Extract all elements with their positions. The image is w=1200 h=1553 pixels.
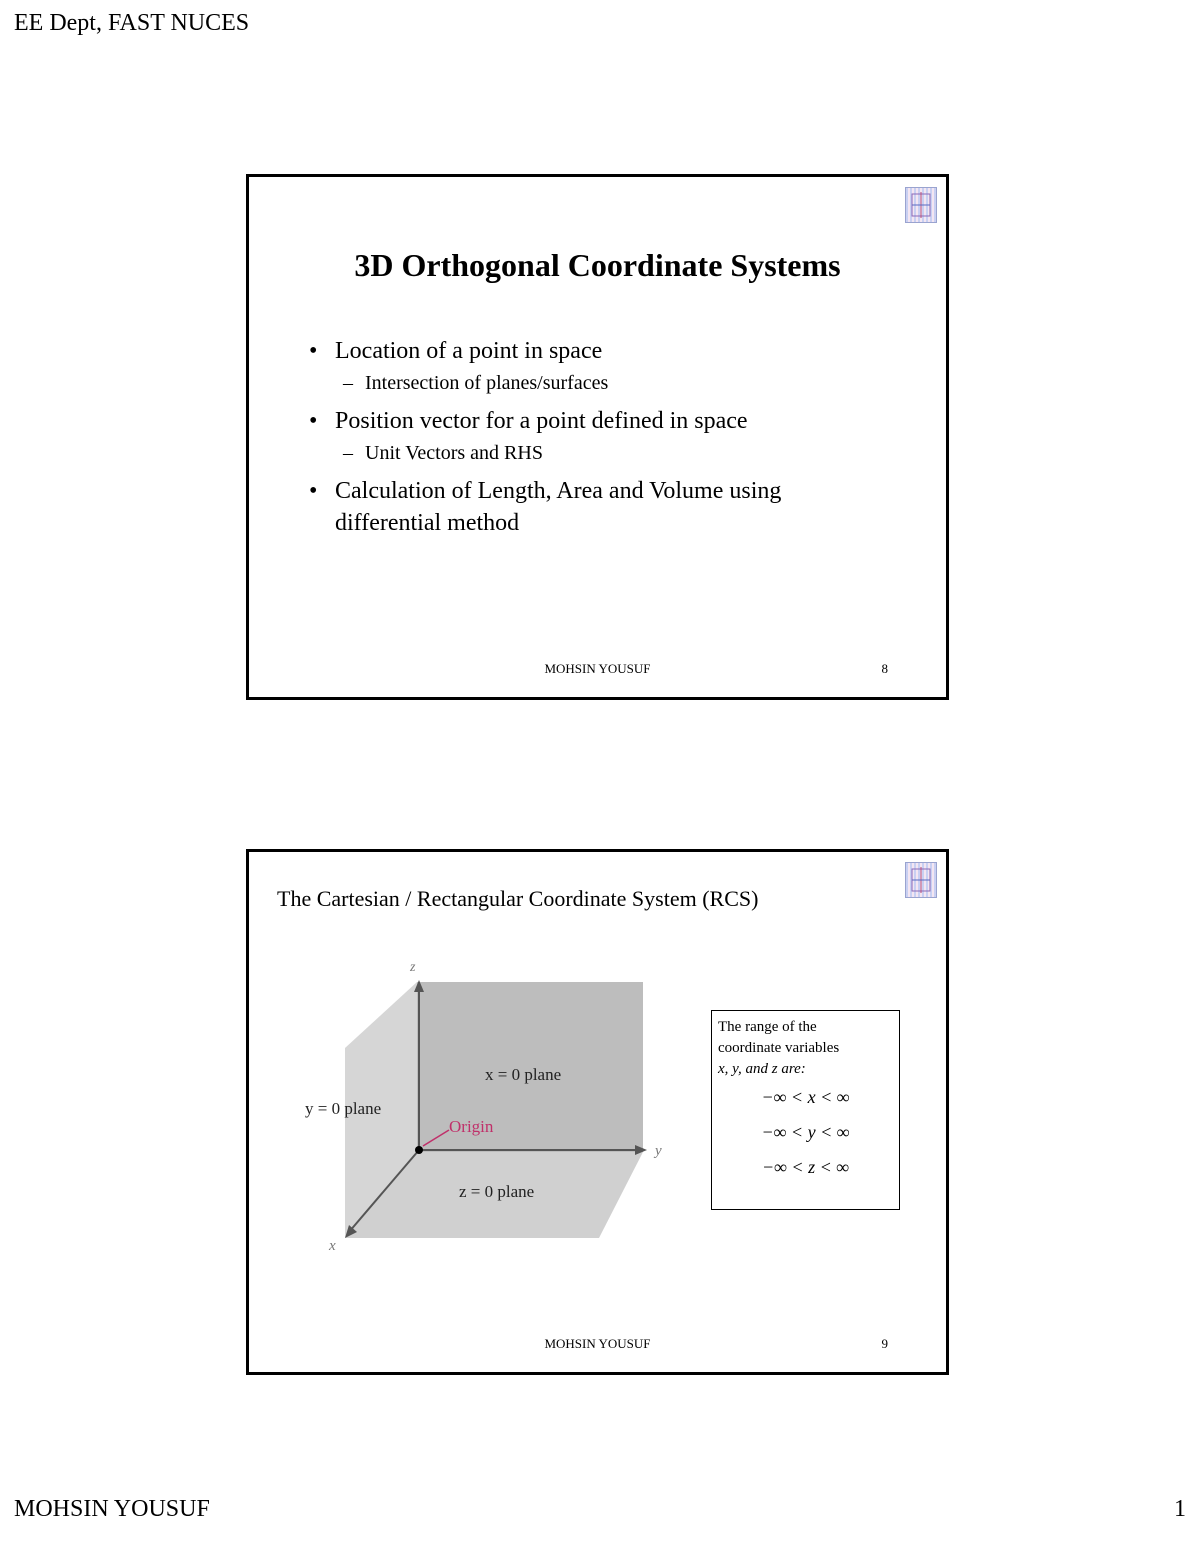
slide-9 [246,849,949,1375]
x-plane-label: x = 0 plane [485,1065,562,1084]
sub-bullet-text: Intersection of planes/surfaces [365,372,609,394]
origin-point [415,1146,423,1154]
page-number: 1 [1174,1496,1186,1522]
university-logo-icon [905,187,937,223]
range-equation-z: −∞ < z < ∞ [761,1157,850,1177]
range-box [711,1010,900,1210]
z-axis-label: z [410,960,416,975]
university-logo-icon [905,862,937,898]
range-text-line-1: The range of the [718,1019,817,1035]
y-plane-label: y = 0 plane [305,1099,382,1118]
slide-title: 3D Orthogonal Coordinate Systems [354,247,841,283]
bullet-list [309,335,869,539]
sub-bullet-text: Unit Vectors and RHS [365,442,543,464]
bullet-item [309,335,869,367]
bullet-item [309,405,869,437]
origin-label: Origin [449,1117,494,1136]
sub-bullet-item [309,439,869,467]
sub-bullet-item [309,369,869,397]
bullet-item [309,475,869,539]
slide-footer-author: MOHSIN YOUSUF [544,661,651,676]
range-text-line-2: coordinate variables [718,1040,840,1056]
page-footer-author: MOHSIN YOUSUF [14,1496,210,1522]
range-equation-y: −∞ < y < ∞ [761,1122,850,1142]
slide-number: 9 [881,1336,888,1351]
bullet-text: Position vector for a point defined in space [335,408,748,434]
x-axis-label: x [329,1238,336,1254]
slide-8 [246,174,949,700]
range-equation-x: −∞ < x < ∞ [761,1087,850,1107]
range-text-line-3: x, y, and z are: [718,1061,806,1077]
bullet-text: Location of a point in space [335,338,603,364]
slide-title: The Cartesian / Rectangular Coordinate System (RCS) [277,886,759,911]
z-plane-label: z = 0 plane [459,1182,535,1201]
bullet-text: Calculation of Length, Area and Volume using differential method [335,478,782,536]
y-axis-label: y [655,1143,662,1159]
slide-number: 8 [881,661,888,676]
coordinate-planes-diagram [289,952,689,1262]
page-header: EE Dept, FAST NUCES [14,10,250,36]
slide-footer-author: MOHSIN YOUSUF [544,1336,651,1351]
